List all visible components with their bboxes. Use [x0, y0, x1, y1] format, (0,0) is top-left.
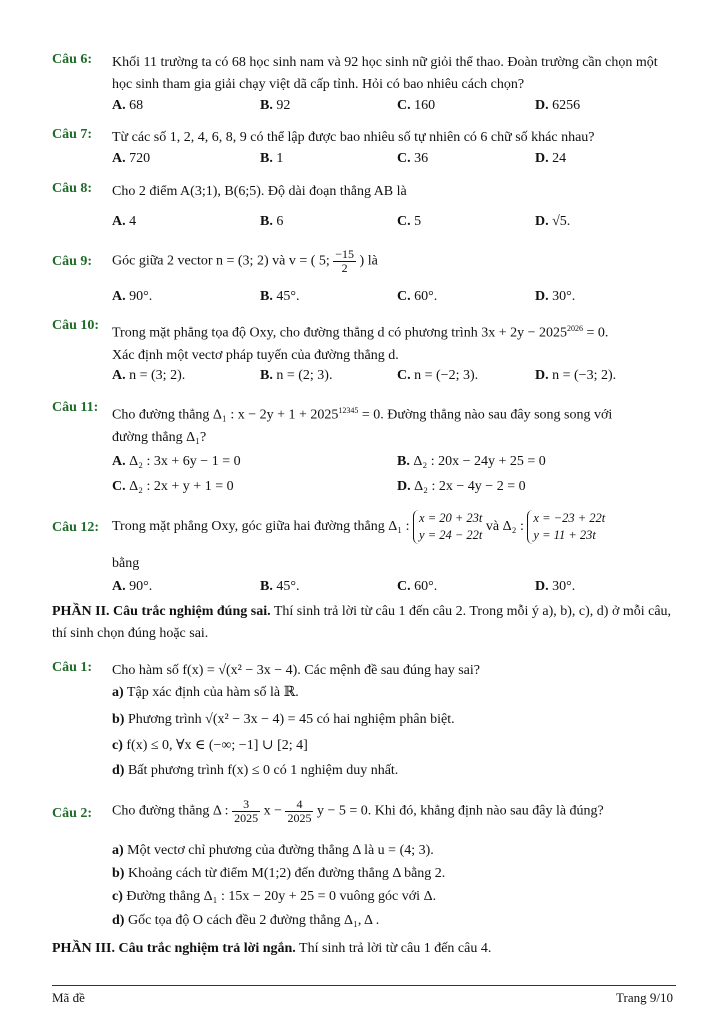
option-b: B. 1	[260, 151, 284, 166]
option-c: C. n = (−2; 3).	[397, 368, 479, 383]
question-label: Câu 9:	[52, 254, 93, 269]
question-9	[52, 248, 676, 275]
option-a: A. 90°.	[112, 289, 153, 304]
option-a: A. n = (3; 2).	[112, 368, 186, 383]
statement-b: b) Phương trình √(x² − 3x − 4) = 45 có hai nghiệm phân biệt.	[112, 712, 455, 727]
option-d: D. 30°.	[535, 579, 576, 594]
options-9	[112, 289, 672, 309]
option-a: A. 90°.	[112, 579, 153, 594]
option-d: D. 30°.	[535, 289, 576, 304]
option-b: B. Δ₂ : 20x − 24y + 25 = 0	[397, 454, 546, 469]
statement-a: a) Tập xác định của hàm số là ℝ.	[112, 685, 299, 700]
statement-a: a) Một vectơ chỉ phương của đường thẳng Δ là u = (4; 3).	[112, 843, 434, 858]
option-c: C. 160	[397, 98, 436, 113]
part-3-heading: PHẦN III. Câu trắc nghiệm trả lời ngắn. Thí sinh trả lời từ câu 1 đến câu 4.	[52, 941, 492, 956]
question-text: Cho 2 điểm A(3;1), B(6;5). Độ dài đoạn thẳng AB là	[112, 184, 407, 199]
question-label: Câu 6:	[52, 52, 93, 67]
part2-question-2	[52, 798, 676, 825]
footer-page-number: Trang 9/10	[616, 990, 673, 1005]
statement-d: d) Gốc tọa độ O cách đều 2 đường thẳng Δ₁, Δ .	[112, 913, 380, 928]
option-c: C. Δ₂ : 2x + y + 1 = 0	[112, 479, 234, 494]
statement-c: c) Đường thẳng Δ₁ : 15x − 20y + 25 = 0 vuông góc với Δ.	[112, 889, 437, 904]
question-text: Trong mặt phẳng Oxy, góc giữa hai đường thẳng Δ₁ : x = 20 + 23t y = 24 − 22t và Δ₂ : x = −23 + 22t y = 11 + 23t	[112, 511, 606, 542]
option-b: B. 45°.	[260, 289, 300, 304]
option-d: D. 24	[535, 151, 567, 166]
footer-exam-code: Mã đề	[52, 990, 85, 1005]
question-label: Câu 10:	[52, 318, 100, 333]
question-label: Câu 2:	[52, 806, 93, 821]
option-d: D. 6256	[535, 98, 581, 113]
option-a: A. 68	[112, 98, 144, 113]
options-7	[112, 151, 672, 171]
question-label: Câu 7:	[52, 127, 93, 142]
options-10	[112, 368, 672, 388]
question-label: Câu 1:	[52, 660, 93, 675]
option-b: B. n = (2; 3).	[260, 368, 333, 383]
fraction: $\frac{4}{2025}$	[287, 797, 312, 825]
question-text: Cho đường thẳng Δ₁ : $x - 2y + 1 + 2025^{12345} = 0$. Đường thẳng nào sau đây song song với đường thẳng Δ₁?	[112, 406, 613, 445]
fraction: $\frac{3}{2025}$	[234, 797, 259, 825]
question-label: Câu 12:	[52, 520, 100, 535]
statement-d: d) Bất phương trình f(x) ≤ 0 có 1 nghiệm duy nhất.	[112, 763, 399, 778]
part2-question-1	[52, 660, 676, 682]
question-7	[52, 127, 676, 149]
question-text: Cho hàm số f(x) = √(x² − 3x − 4). Các mệnh đề sau đúng hay sai?	[112, 663, 480, 678]
option-c: C. 36	[397, 151, 429, 166]
question-label: Câu 8:	[52, 181, 93, 196]
statement-c: c) f(x) ≤ 0, ∀x ∈ (−∞; −1] ∪ [2; 4]	[112, 738, 308, 753]
question-text: Từ các số 1, 2, 4, 6, 8, 9 có thể lập được bao nhiêu số tự nhiên có 6 chữ số khác nhau?	[112, 130, 595, 145]
fraction: $\frac{-15}{2}$	[335, 247, 355, 275]
option-d: D. √5.	[535, 214, 571, 229]
equation-system: x = −23 + 22t y = 11 + 23t	[527, 510, 605, 544]
option-a: A. 720	[112, 151, 151, 166]
question-11	[52, 400, 676, 449]
options-12	[112, 579, 672, 599]
statement-b: b) Khoảng cách từ điểm M(1;2) đến đường thẳng Δ bằng 2.	[112, 866, 446, 881]
option-a: A. 4	[112, 214, 137, 229]
option-d: D. Δ₂ : 2x − 4y − 2 = 0	[397, 479, 526, 494]
option-c: C. 60°.	[397, 289, 438, 304]
options-11-row2	[112, 479, 672, 499]
question-8	[52, 181, 676, 203]
option-d: D. n = (−3; 2).	[535, 368, 617, 383]
footer-divider	[52, 985, 676, 986]
option-a: A. Δ₂ : 3x + 6y − 1 = 0	[112, 454, 241, 469]
options-11-row1	[112, 454, 672, 474]
question-10	[52, 318, 676, 367]
part-2-heading: PHẦN II. Câu trắc nghiệm đúng sai. Thí sinh trả lời từ câu 1 đến câu 2. Trong mỗi ý a), b), c), d) ở mỗi câu, thí sinh chọn đúng hoặc sai.	[52, 604, 672, 641]
option-c: C. 60°.	[397, 579, 438, 594]
question-text: Trong mặt phẳng tọa độ Oxy, cho đường thẳng d có phương trình $3x + 2y - 2025^{2026} = 0$. Xác định một vectơ pháp tuyến của đường thẳng d.	[112, 324, 609, 363]
option-c: C. 5	[397, 214, 422, 229]
question-text: Góc giữa 2 vector n = (3; 2) và v = ( 5; $\frac{-15}{2}$ ) là	[112, 247, 378, 275]
question-text: Cho đường thẳng Δ : $\frac{3}{2025}$ x − $\frac{4}{2025}$ y − 5 = 0. Khi đó, khẳng định nào sau đây là đúng?	[112, 797, 604, 825]
question-label: Câu 11:	[52, 400, 99, 415]
question-text: Khối 11 trường ta có 68 học sinh nam và 92 học sinh nữ giỏi thể thao. Đoàn trường cần chọn một học sinh tham gia giải chạy việt dã cấp tỉnh. Hỏi có bao nhiêu cách chọn?	[112, 55, 658, 92]
option-b: B. 92	[260, 98, 291, 113]
option-b: B. 45°.	[260, 579, 300, 594]
equation-system: x = 20 + 23t y = 24 − 22t	[413, 510, 482, 544]
question-12-tail: bằng	[112, 556, 140, 571]
question-6	[52, 52, 676, 96]
options-6	[112, 98, 672, 118]
question-12	[52, 510, 676, 544]
option-b: B. 6	[260, 214, 284, 229]
options-8	[112, 214, 672, 234]
